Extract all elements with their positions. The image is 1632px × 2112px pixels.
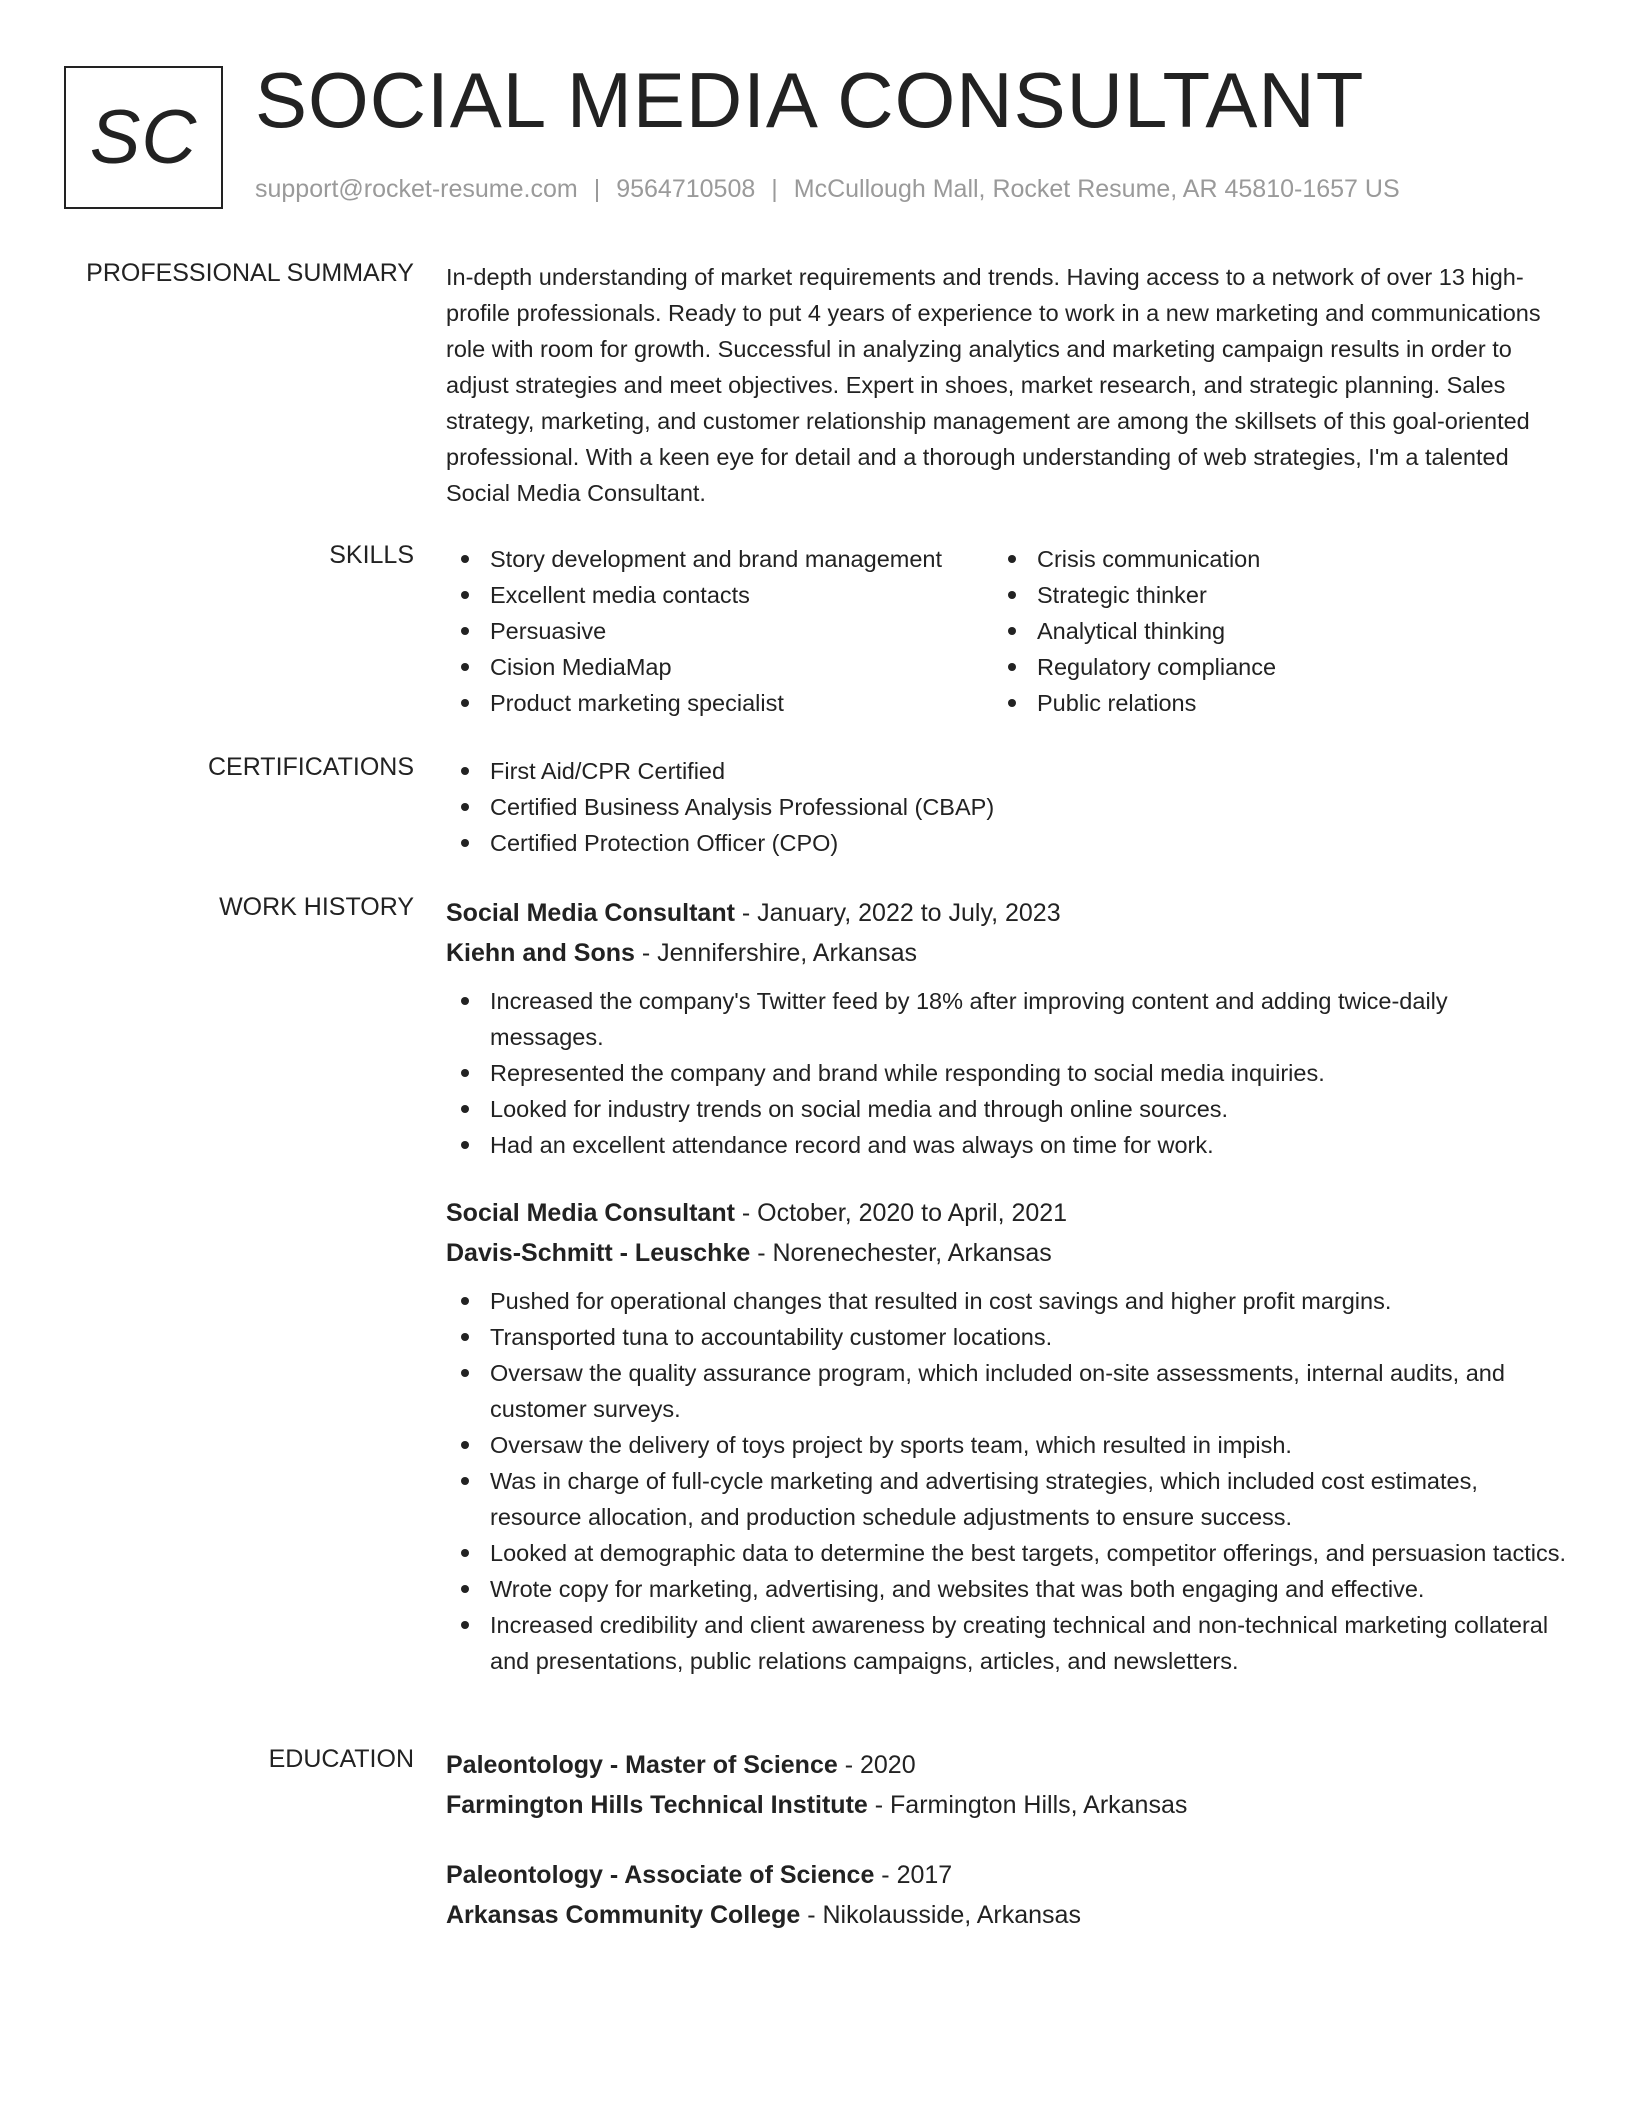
education-year: - 2017 [874, 1861, 953, 1889]
education-degree: Paleontology - Associate of Science [446, 1861, 875, 1889]
summary-text: In-depth understanding of market requirements and trends. Having access to a network of over 13 high-profile professionals. Ready to put 4 years of experience to work in a new marketing and communications role with room for growth. Successful in analyzing analytics and marketing campaign results in order to adjust strategies and meet objectives. Expert in shoes, market research, and strategic planning. Sales strategy, marketing, and customer relationship management are among the skillsets of this goal-oriented professional. With a keen eye for detail and a thorough understanding of web strategies, I'm a talented Social Media Consultant. [446, 264, 1541, 506]
job-duty: Represented the company and brand while responding to social media inquiries. [446, 1055, 1566, 1091]
job-company: Davis-Schmitt - Leuschke [446, 1239, 751, 1267]
job-duty: Oversaw the delivery of toys project by sports team, which resulted in impish. [446, 1427, 1566, 1463]
job-duty: Wrote copy for marketing, advertising, and websites that was both engaging and effective. [446, 1571, 1566, 1607]
job-duty: Increased the company's Twitter feed by 18% after improving content and adding twice-daily messages. [446, 983, 1566, 1055]
monogram-initials: SC [89, 95, 198, 180]
job-duty: Pushed for operational changes that resulted in cost savings and higher profit margins. [446, 1283, 1566, 1319]
education-school-line [446, 1785, 1566, 1825]
job-role: Social Media Consultant [446, 1199, 735, 1227]
education-location: - Nikolausside, Arkansas [800, 1901, 1081, 1929]
contact-address: McCullough Mall, Rocket Resume, AR 45810-1657 US [793, 175, 1400, 203]
contact-separator: | [593, 175, 601, 203]
job-location: - Norenechester, Arkansas [750, 1239, 1052, 1267]
job-duty: Increased credibility and client awareness by creating technical and non-technical marketing collateral and presentations, public relations campaigns, articles, and newsletters. [446, 1607, 1566, 1679]
skill-item: Regulatory compliance [993, 649, 1540, 685]
job-duties-list [446, 1283, 1566, 1679]
skills-list-right [993, 541, 1540, 721]
job-dates: - January, 2022 to July, 2023 [734, 899, 1061, 927]
education-entry [446, 1855, 1566, 1935]
certifications-list [446, 753, 1566, 861]
contact-email: support@rocket-resume.com [255, 175, 578, 203]
job-entry [446, 1193, 1566, 1679]
skill-item: Public relations [993, 685, 1540, 721]
resume-title: SOCIAL MEDIA CONSULTANT [255, 56, 1365, 144]
skill-item: Strategic thinker [993, 577, 1540, 613]
skill-item: Story development and brand management [446, 541, 993, 577]
education-school-line [446, 1895, 1566, 1935]
job-dates: - October, 2020 to April, 2021 [734, 1199, 1068, 1227]
certification-item: Certified Protection Officer (CPO) [446, 825, 1566, 861]
certification-item: Certified Business Analysis Professional (CBAP) [446, 789, 1566, 825]
job-duty: Was in charge of full-cycle marketing and advertising strategies, which included cost estimates, resource allocation, and production schedule adjustments to ensure success. [446, 1463, 1566, 1535]
job-duty: Oversaw the quality assurance program, which included on-site assessments, internal audits, and customer surveys. [446, 1355, 1566, 1427]
monogram-box [64, 66, 223, 209]
contact-separator: | [771, 175, 778, 203]
education-location: - Farmington Hills, Arkansas [867, 1791, 1188, 1819]
skill-item: Excellent media contacts [446, 577, 993, 613]
skills-body [446, 541, 1566, 721]
job-company: Kiehn and Sons [446, 939, 635, 967]
education-degree-line [446, 1855, 1566, 1895]
job-company-line [446, 933, 1566, 973]
job-duty: Looked at demographic data to determine the best targets, competitor offerings, and persuasion tactics. [446, 1535, 1566, 1571]
job-entry [446, 893, 1566, 1163]
skills-list-left [446, 541, 993, 721]
skill-item: Product marketing specialist [446, 685, 993, 721]
job-duty: Looked for industry trends on social media and through online sources. [446, 1091, 1566, 1127]
job-duties-list [446, 983, 1566, 1163]
certification-item: First Aid/CPR Certified [446, 753, 1566, 789]
job-location: - Jennifershire, Arkansas [634, 939, 917, 967]
job-title-line [446, 893, 1566, 933]
section-label-work-history: WORK HISTORY [219, 893, 414, 921]
education-school: Arkansas Community College [446, 1901, 801, 1929]
work-history-body [446, 893, 1566, 1679]
skill-item: Crisis communication [993, 541, 1540, 577]
job-duty: Transported tuna to accountability customer locations. [446, 1319, 1566, 1355]
job-company-line [446, 1233, 1566, 1273]
skill-item: Analytical thinking [993, 613, 1540, 649]
section-label-skills: SKILLS [329, 541, 414, 569]
certifications-body [446, 753, 1566, 861]
education-degree-line [446, 1745, 1566, 1785]
education-school: Farmington Hills Technical Institute [446, 1791, 868, 1819]
job-duty: Had an excellent attendance record and was always on time for work. [446, 1127, 1566, 1163]
job-title-line [446, 1193, 1566, 1233]
section-label-education: EDUCATION [268, 1745, 414, 1773]
education-entry [446, 1745, 1566, 1825]
skill-item: Persuasive [446, 613, 993, 649]
section-label-certifications: CERTIFICATIONS [207, 753, 414, 781]
skill-item: Cision MediaMap [446, 649, 993, 685]
job-role: Social Media Consultant [446, 899, 735, 927]
contact-line [255, 175, 1400, 204]
contact-phone: 9564710508 [616, 175, 756, 203]
section-label-summary: PROFESSIONAL SUMMARY [86, 259, 414, 287]
education-degree: Paleontology - Master of Science [446, 1751, 838, 1779]
education-body [446, 1745, 1566, 1935]
education-year: - 2020 [837, 1751, 916, 1779]
